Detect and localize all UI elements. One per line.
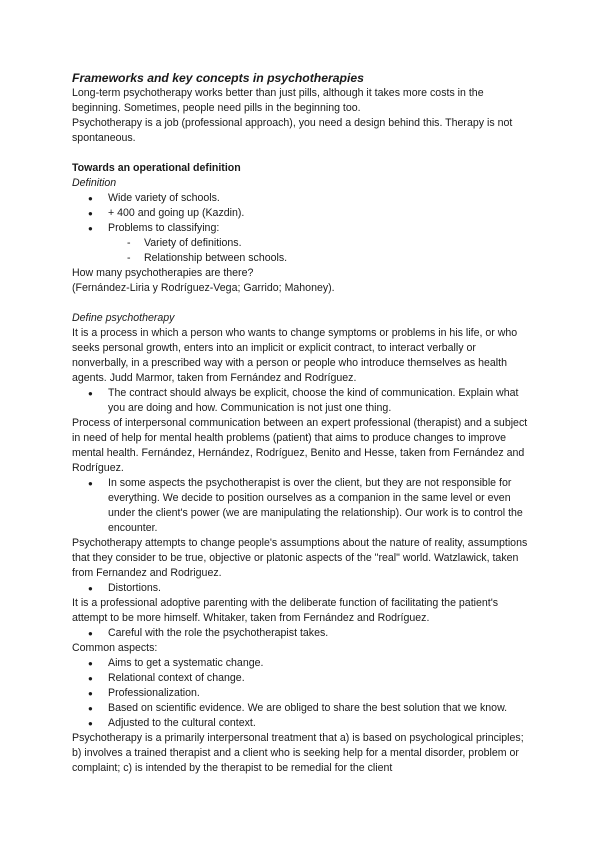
document-page [72, 70, 532, 776]
definition-paragraph-2: Process of interpersonal communication between an expert professional (therapist) and a subject in need of help for mental health problems (patient) that aims to produce changes to improve mental health. Fernández, Hernández, Rodríguez, Benito and Hesse, taken from Fernández and Rodríguez. [72, 417, 528, 474]
list-item: ● In some aspects the psychotherapist is over the client, but they are not responsible for everything. We decide to position ourselves as a companion in the same level or even under the client's power (we are manipulating the relationship). Our work is to control the encounter. [72, 476, 532, 536]
note-list [72, 581, 532, 596]
references-line: (Fernández-Liria y Rodríguez-Vega; Garrido; Mahoney). [72, 282, 335, 294]
question-line: How many psychotherapies are there? [72, 267, 254, 279]
subheading-definition: Definition [72, 177, 117, 189]
section-heading: Towards an operational definition [72, 162, 241, 174]
definition-paragraph-3: Psychotherapy attempts to change people's assumptions about the nature of reality, assumptions that they consider to be true, objective or platonic aspects of the "real" world. Watzlawick, taken from Fernandez and Rodriguez. [72, 537, 528, 579]
spacer [72, 296, 532, 311]
list-item: ● The contract should always be explicit, choose the kind of communication. Explain what you are doing and how. Communication is not just one thing. [72, 386, 532, 416]
spacer [72, 146, 532, 161]
list-item: ● Problems to classifying: [72, 221, 532, 236]
document-title: Frameworks and key concepts in psychotherapies [72, 71, 364, 85]
definition-paragraph-1: It is a process in which a person who wants to change symptoms or problems in his life, or who seeks personal growth, enters into an implicit or explicit contract, to interact verbally or nonverbally, in a prescribed way with a person or people who introduce themselves as health agents. Judd Marmor, taken from Fernández and Rodríguez. [72, 327, 518, 384]
intro-paragraph-2: Psychotherapy is a job (professional approach), you need a design behind this. Therapy is not spontaneous. [72, 117, 513, 144]
list-item: ● Aims to get a systematic change. [72, 656, 532, 671]
definition-paragraph-4: It is a professional adoptive parenting with the deliberate function of facilitating the patient's attempt to be more himself. Whitaker, taken from Fernández and Rodríguez. [72, 597, 499, 624]
list-item: ● Careful with the role the psychotherapist takes. [72, 626, 532, 641]
subheading-define-psychotherapy: Define psychotherapy [72, 312, 175, 324]
list-item: ● Relational context of change. [72, 671, 532, 686]
note-list [72, 386, 532, 416]
list-item: ● Based on scientific evidence. We are obliged to share the best solution that we know. [72, 701, 532, 716]
note-list [72, 476, 532, 536]
definition-paragraph-5: Psychotherapy is a primarily interpersonal treatment that a) is based on psychological principles; b) involves a trained therapist and a client who is seeking help for a mental disorder, problem or complaint; c) is intended by the therapist to be remedial for the client [72, 732, 524, 774]
common-aspects-list [72, 656, 532, 731]
definition-list [72, 191, 532, 266]
list-item: ● + 400 and going up (Kazdin). [72, 206, 532, 221]
list-item: ● Adjusted to the cultural context. [72, 716, 532, 731]
list-item: ● Wide variety of schools. [72, 191, 532, 206]
note-list [72, 626, 532, 641]
common-aspects-label: Common aspects: [72, 642, 158, 654]
intro-paragraph-1: Long-term psychotherapy works better than just pills, although it takes more costs in the beginning. Sometimes, people need pills in the beginning too. [72, 87, 484, 114]
sub-list-item: - Variety of definitions. [72, 236, 532, 251]
list-item: ● Professionalization. [72, 686, 532, 701]
sub-list-item: - Relationship between schools. [72, 251, 532, 266]
list-item: ● Distortions. [72, 581, 532, 596]
